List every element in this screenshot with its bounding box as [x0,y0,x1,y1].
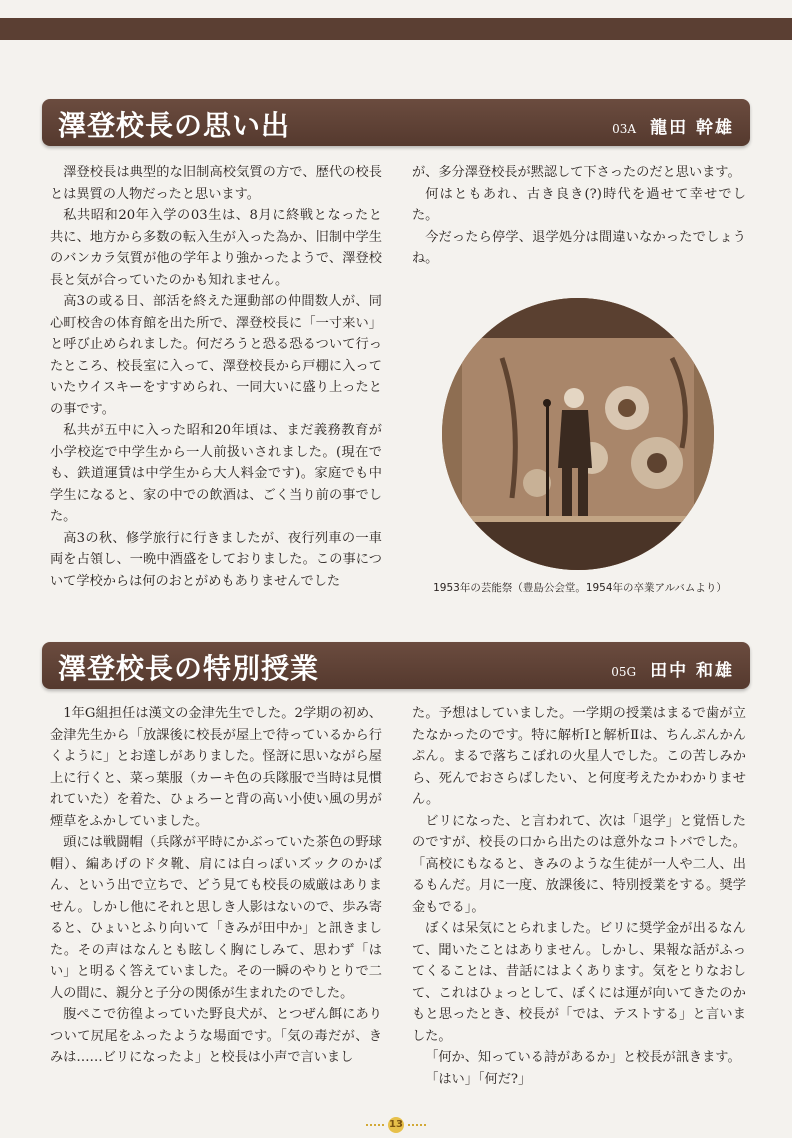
paragraph: ぼくは呆気にとられました。ビリに奨学金が出るなんて、聞いたことはありません。しかし、果報な話がふってくることは、昔話にはよくあります。気をとりなおして、これはひょっとして、ぼくには運が向いてきたのかもと思ったとき、校長が「では、テストする」と言いました。 [412,921,746,1044]
paragraph: 「はい」「何だ?」 [425,1071,532,1087]
section2-left-column [50,703,382,1069]
paragraph: 高3の或る日、部活を終えた運動部の仲間数人が、同心町校舎の体育館を出た所で、澤登校長に「一寸来い」と呼び止められました。何だろうと恐る恐るついて行ったところ、校長室に入って、澤登校長から戸棚に入っていたウイスキーをすすめられ、一同大いに盛り上ったとの事です。 [50,294,382,417]
section2-title: 澤登校長の特別授業 [58,652,320,685]
paragraph: 今だったら停学、退学処分は間違いなかったでしょうね。 [412,229,746,266]
section2-author: 田中 和雄 [650,661,734,681]
paragraph: 何はともあれ、古き良き(?)時代を過せて幸せでした。 [412,186,746,223]
paragraph: 「何か、知っている詩があるか」と校長が訊きます。 [425,1050,741,1065]
paragraph: 澤登校長は典型的な旧制高校気質の方で、歴代の校長とは異質の人物だったと思います。 [50,165,382,202]
page-dots-left [366,1124,384,1126]
section2-right-column [412,703,746,1090]
page-number-badge: 13 [388,1117,404,1133]
section2-banner [42,642,750,689]
section1-class-code: 03A [612,122,637,136]
paragraph: が、多分澤登校長が黙認して下さったのだと思います。 [412,165,741,180]
section1-right-column [412,162,746,270]
photo-caption: 1953年の芸能祭（豊島公会堂。1954年の卒業アルバムより） [433,582,727,594]
paragraph: 1年G組担任は漢文の金津先生でした。2学期の初め、金津先生から「放課後に校長が屋上で待っているから行くように」とお達しがありました。怪訝に思いながら屋上に行くと、菜っ葉服（カーキ色の兵隊服で当時は見慣れていた）を着た、ひょろーと背の高い小使い風の男が煙草をふかしていました。 [50,706,382,829]
header-band [0,18,792,40]
paragraph: 私共昭和20年入学の03生は、8月に終戦となったと共に、地方から多数の転入生が入った為か、旧制中学生のバンカラ気質が他の学年より強かったようで、澤登校長と気が合っていたのかも知れません。 [50,208,382,288]
paragraph: ビリになった、と言われて、次は「退学」と覚悟したのですが、校長の口から出たのは意外なコトバでした。「高校にもなると、きみのような生徒が一人や二人、出るもんだ。月に一度、放課後に、特別授業をする。奨学金もでる」。 [412,813,746,915]
paragraph: 腹ぺこで彷徨よっていた野良犬が、とつぜん餌にありついて尻尾をふったような場面です。「気の毒だが、きみは……ビリになったよ」と校長は小声で言いまし [50,1007,382,1065]
stage-photo-image [442,298,714,570]
section1-left-column [50,162,382,592]
paragraph: 私共が五中に入った昭和20年頃は、まだ義務教育が小学校迄で中学生から一人前扱いされました。(現在でも、鉄道運賃は中学生から大人料金です)。家庭でも中学生になると、家の中での飲酒は、ごく当り前の事でした。 [50,423,382,524]
paragraph: 高3の秋、修学旅行に行きましたが、夜行列車の一車両を占領し、一晩中酒盛をしておりました。この事について学校からは何のおとがめもありませんでした [50,530,382,589]
page-dots-right [408,1124,426,1126]
section1-author: 龍田 幹雄 [650,118,734,138]
section1-byline [612,113,734,138]
section1-title: 澤登校長の思い出 [58,109,291,142]
section2-class-code: 05G [611,665,637,679]
page-number [366,1117,426,1133]
paragraph: た。予想はしていました。一学期の授業はまるで歯が立たなかったのです。特に解析Ⅰと解析Ⅱは、ちんぷんかんぷん。まるで落ちこぼれの火星人でした。この苦しみから、死んでおさらばしたい、と何度考えたかわかりません。 [412,706,746,807]
stage-photo [442,298,714,570]
section1-banner [42,99,750,146]
section2-byline [611,656,734,681]
paragraph: 頭には戦闘帽（兵隊が平時にかぶっていた茶色の野球帽）、編あげのドタ靴、肩には白っぽいズックのかばん、という出で立ちで、どう見ても校長の威厳はありません。しかし他にそれと思しき人影はないので、歩み寄ると、ひょいとふり向いて「きみが田中か」と訊きました。その声はなんとも眩しく胸にしみて、思わず「はい」と明るく答えていました。その一瞬のやりとりで二人の間に、親分と子分の関係が生まれたのでした。 [50,835,382,1001]
